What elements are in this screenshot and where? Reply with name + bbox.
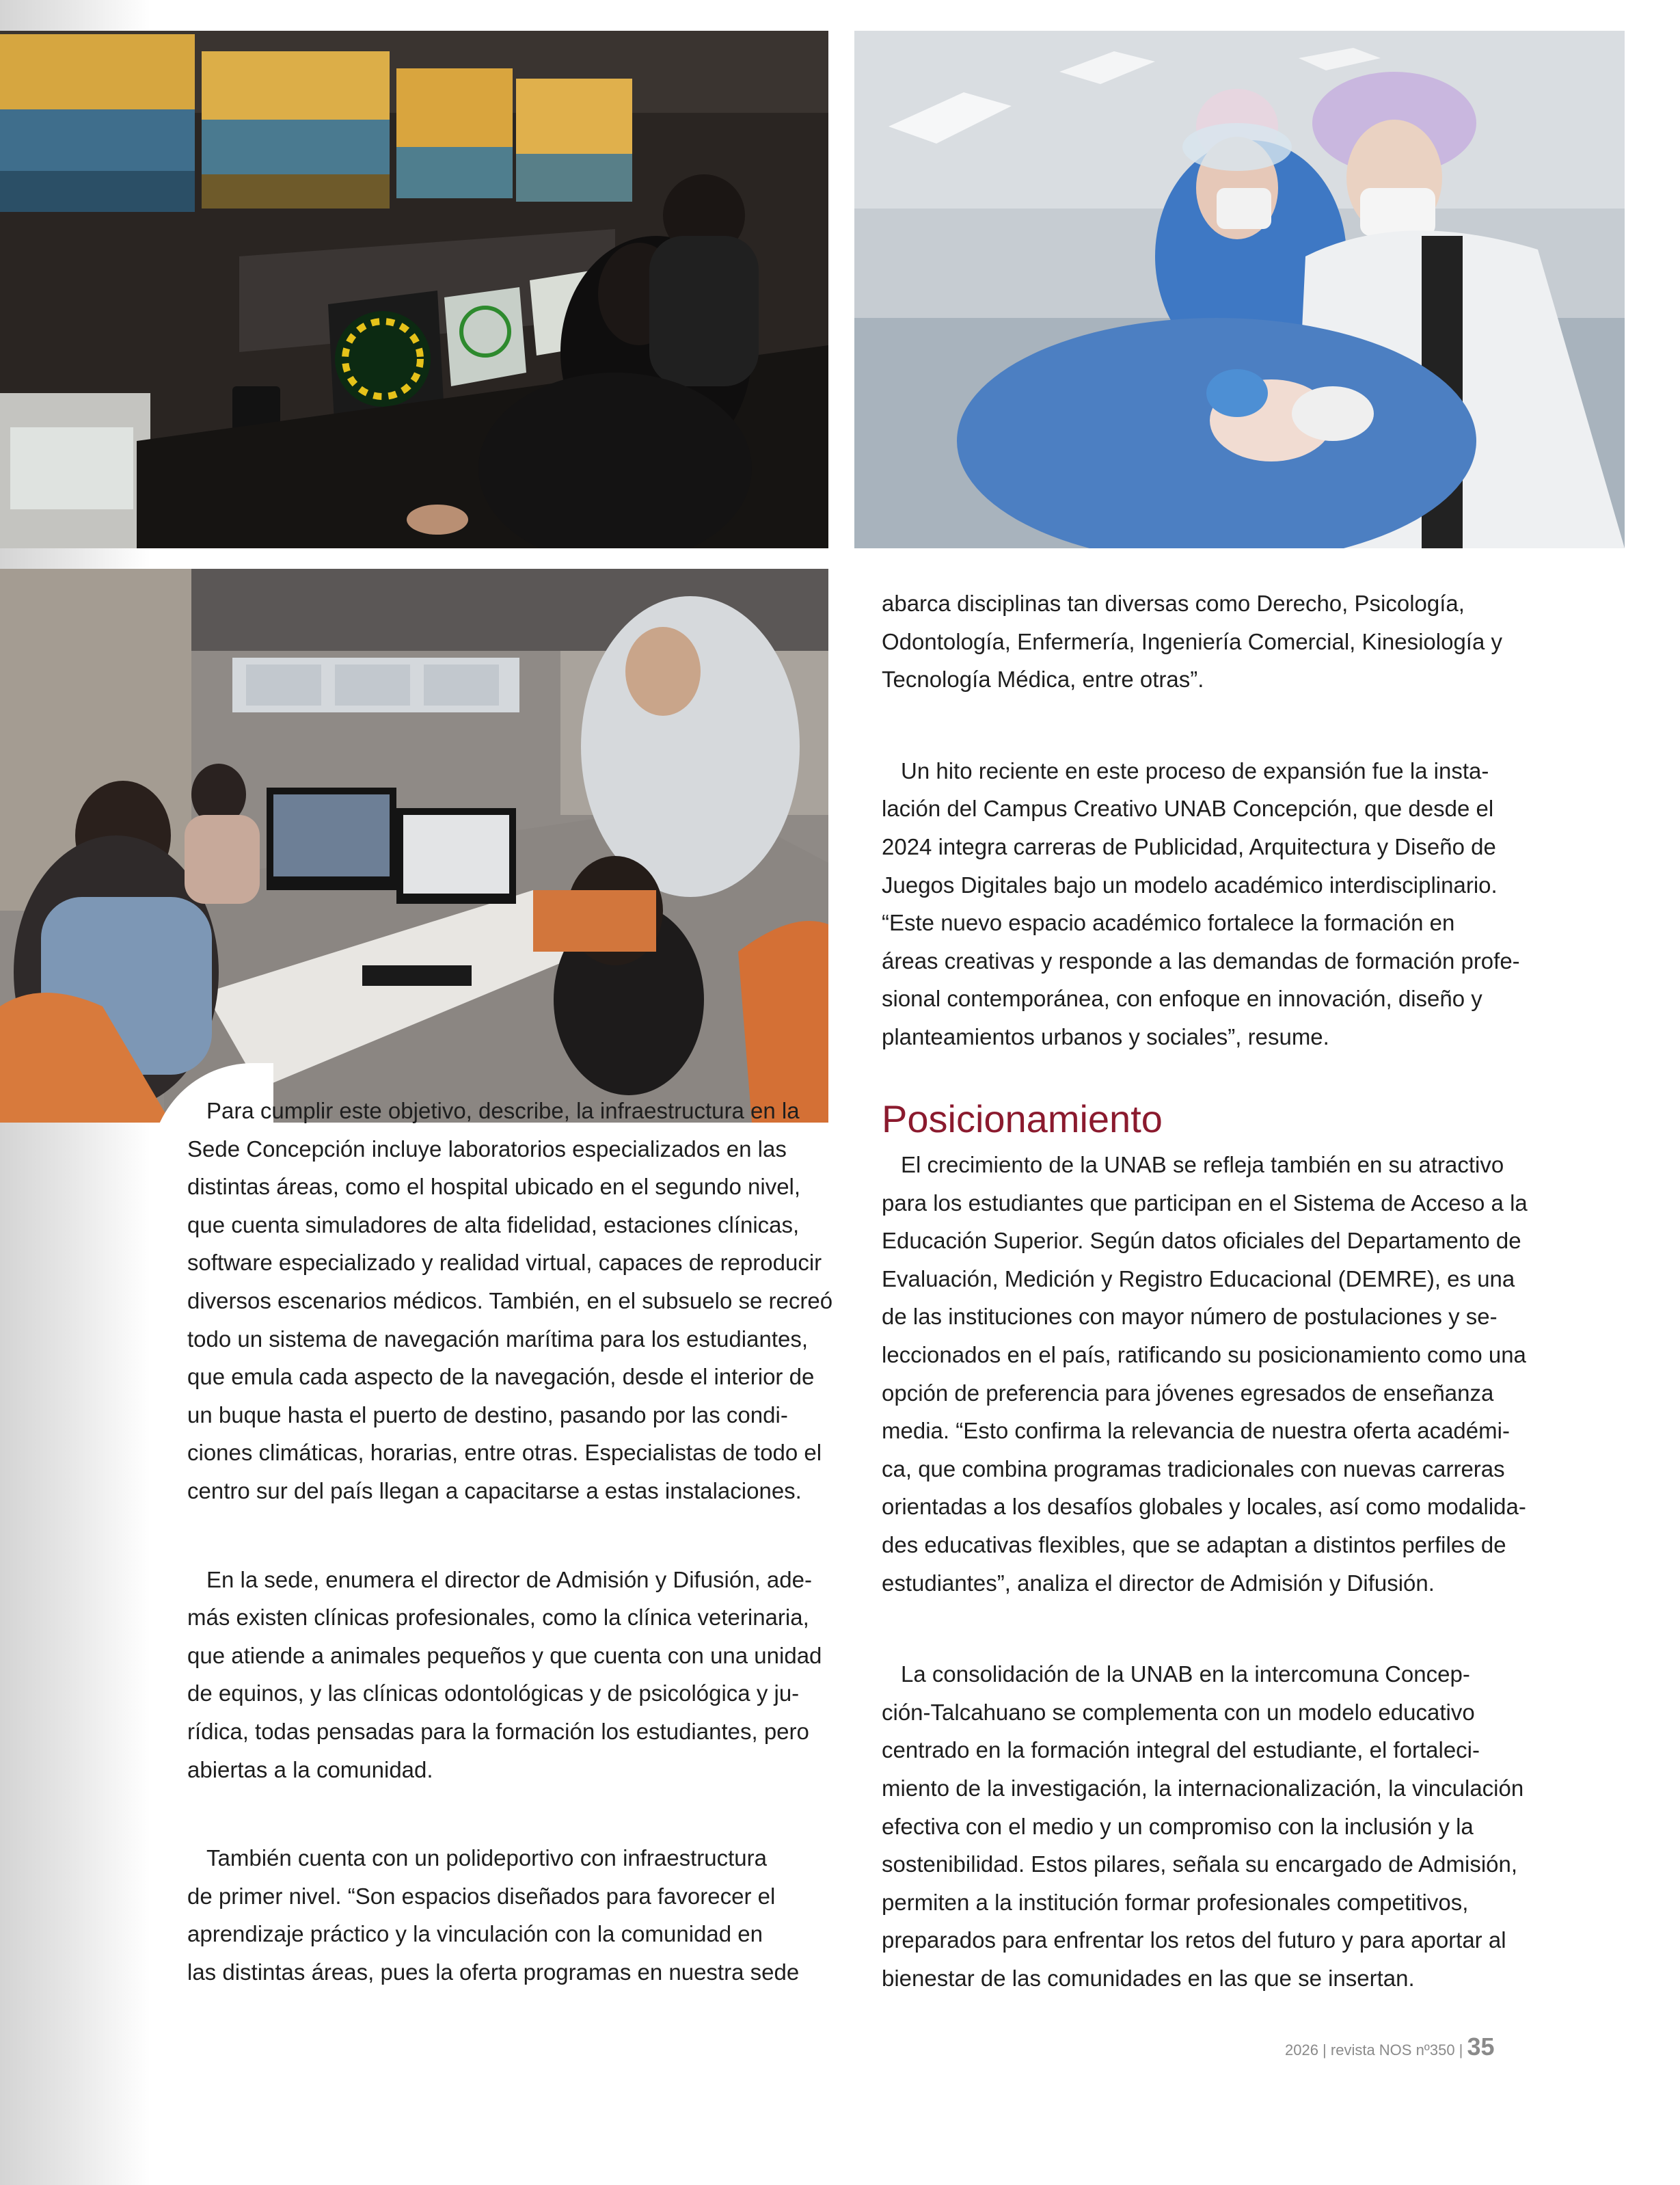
text-line: ciones climáticas, horarias, entre otras. Especialistas de todo el: [187, 1440, 822, 1466]
text-line: aprendizaje práctico y la vinculación con la comunidad en: [187, 1921, 763, 1947]
text-line: ca, que combina programas tradicionales con nuevas carreras: [882, 1456, 1505, 1482]
text-line: todo un sistema de navegación marítima para los estudiantes,: [187, 1326, 809, 1352]
right-text-column-bottom: [882, 1146, 1538, 1997]
text-line: planteamientos urbanos y sociales”, resume.: [882, 1023, 1329, 1049]
text-line: leccionados en el país, ratificando su posicionamiento como una: [882, 1341, 1526, 1367]
text-line: de equinos, y las clínicas odontológicas y de psicológica y ju-: [187, 1680, 800, 1706]
text-line: abarca disciplinas tan diversas como Derecho, Psicología,: [882, 591, 1465, 616]
text-line: preparados para enfrentar los retos del futuro y para aportar al: [882, 1927, 1506, 1953]
text-line: de primer nivel. “Son espacios diseñados para favorecer el: [187, 1883, 776, 1909]
text-line: sostenibilidad. Estos pilares, señala su encargado de Admisión,: [882, 1851, 1518, 1877]
text-line: que atiende a animales pequeños y que cuenta con una unidad: [187, 1642, 822, 1668]
text-line: distintas áreas, como el hospital ubicado en el segundo nivel,: [187, 1174, 801, 1200]
text-line: sional contemporánea, con enfoque en innovación, diseño y: [882, 986, 1482, 1012]
text-line: Juegos Digitales bajo un modelo académico interdisciplinario.: [882, 872, 1498, 898]
text-line: La consolidación de la UNAB en la intercomuna Concep-: [901, 1661, 1470, 1687]
text-line: lación del Campus Creativo UNAB Concepción, que desde el: [882, 796, 1494, 822]
text-line: miento de la investigación, la internacionalización, la vinculación: [882, 1775, 1524, 1801]
text-line: para los estudiantes que participan en el Sistema de Acceso a la: [882, 1190, 1528, 1216]
page-number: 35: [1467, 2033, 1495, 2061]
text-line: que emula cada aspecto de la navegación, desde el interior de: [187, 1364, 815, 1390]
text-line: áreas creativas y responde a las demandas de formación profe-: [882, 948, 1520, 974]
text-line: 2024 integra carreras de Publicidad, Arquitectura y Diseño de: [882, 833, 1496, 859]
text-line: También cuenta con un polideportivo con infraestructura: [206, 1845, 767, 1871]
text-line: En la sede, enumera el director de Admisión y Difusión, ade-: [206, 1566, 812, 1592]
folio-text: 2026 | revista NOS nº350 |: [1285, 2041, 1463, 2059]
text-line: “Este nuevo espacio académico fortalece la formación en: [882, 910, 1455, 936]
text-line: Educación Superior. Según datos oficiales del Departamento de: [882, 1228, 1521, 1254]
text-line: estudiantes”, analiza el director de Admisión y Difusión.: [882, 1570, 1435, 1596]
section-heading: Posicionamiento: [882, 1097, 1163, 1140]
text-line: opción de preferencia para jóvenes egresados de enseñanza: [882, 1380, 1494, 1406]
text-line: Odontología, Enfermería, Ingeniería Comercial, Kinesiología y: [882, 628, 1502, 654]
text-line: permiten a la institución formar profesionales competitivos,: [882, 1889, 1469, 1915]
left-text-column: [187, 1092, 833, 1991]
text-line: las distintas áreas, pues la oferta programas en nuestra sede: [187, 1959, 800, 1985]
text-line: bienestar de las comunidades en las que se insertan.: [882, 1965, 1415, 1991]
text-line: centro sur del país llegan a capacitarse a estas instalaciones.: [187, 1477, 802, 1503]
text-line: efectiva con el medio y un compromiso con la inclusión y la: [882, 1813, 1474, 1839]
text-line: ción-Talcahuano se complementa con un modelo educativo: [882, 1699, 1475, 1725]
text-line: El crecimiento de la UNAB se refleja también en su atractivo: [901, 1152, 1504, 1177]
text-line: Tecnología Médica, entre otras”.: [882, 667, 1204, 693]
text-line: software especializado y realidad virtual, capaces de reproducir: [187, 1250, 822, 1276]
text-line: rídica, todas pensadas para la formación los estudiantes, pero: [187, 1718, 809, 1744]
text-line: que cuenta simuladores de alta fidelidad, estaciones clínicas,: [187, 1211, 800, 1237]
right-text-column-top: [882, 585, 1538, 1056]
photo-navigation-simulator: [0, 31, 828, 548]
text-line: abiertas a la comunidad.: [187, 1756, 433, 1782]
text-line: Sede Concepción incluye laboratorios especializados en las: [187, 1136, 787, 1162]
text-line: de las instituciones con mayor número de postulaciones y se-: [882, 1304, 1498, 1330]
photo-computer-lab: [0, 569, 828, 1123]
text-line: centrado en la formación integral del estudiante, el fortaleci-: [882, 1737, 1480, 1763]
text-line: media. “Esto confirma la relevancia de nuestra oferta académi-: [882, 1418, 1510, 1444]
text-line: Evaluación, Medición y Registro Educacional (DEMRE), es una: [882, 1265, 1515, 1291]
text-line: diversos escenarios médicos. También, en el subsuelo se recreó: [187, 1287, 833, 1313]
text-line: orientadas a los desafíos globales y locales, así como modalida-: [882, 1494, 1526, 1520]
photo-clinical-simulation: [854, 31, 1625, 548]
text-line: Un hito reciente en este proceso de expansión fue la insta-: [901, 758, 1489, 783]
page-folio: [1285, 2028, 1495, 2069]
text-line: más existen clínicas profesionales, como la clínica veterinaria,: [187, 1605, 809, 1631]
text-line: un buque hasta el puerto de destino, pasando por las condi-: [187, 1402, 788, 1427]
text-line: des educativas flexibles, que se adaptan a distintos perfiles de: [882, 1531, 1506, 1557]
text-line: Para cumplir este objetivo, describe, la infraestructura en la: [206, 1098, 800, 1123]
